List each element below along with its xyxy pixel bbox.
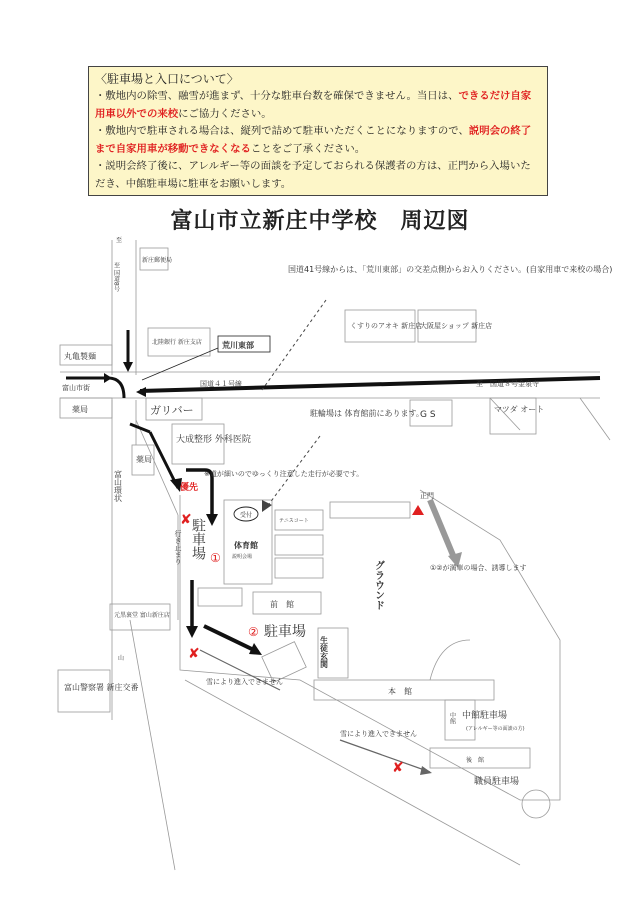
main-gate-marker: [412, 505, 424, 515]
rear-building-label: 後 館: [466, 757, 485, 764]
main-gate-label: 正門: [420, 492, 434, 500]
parking2-label: 駐車場: [264, 624, 306, 640]
parking1-label: 駐車場: [190, 518, 206, 560]
bank-label: 北陸銀行 新庄支店: [152, 339, 202, 346]
main-building-label: 本 館: [388, 687, 412, 696]
gym-label: 体育館: [234, 541, 258, 550]
student-entrance-label: 生徒玄関: [319, 636, 329, 668]
mazda-label: マツダ オート: [494, 405, 545, 414]
shop-label: 元黒裏堂 富山新庄店: [114, 612, 170, 619]
arakawa-tobu-label: 荒川東部: [222, 341, 254, 350]
overflow-note: ①②が満車の場合、誘導します: [430, 564, 527, 572]
mountain-label: 山: [118, 655, 125, 662]
reception-label: 受付: [240, 512, 253, 519]
notice-item-3: ・説明会終了後に、アレルギー等の面談を予定しておられる保護者の方は、正門から入場いただき、中館駐車場に駐車をお願いします。: [95, 160, 531, 190]
middle-building-label: 中館: [448, 712, 456, 724]
closed-marker-3: ✘: [392, 760, 404, 776]
ring-road-label: 富山環状: [113, 470, 123, 502]
post-office-label: 新庄郵便局: [142, 257, 173, 264]
notice-item-2: ・敷地内で駐車される場合は、縦列で詰めて駐車いただくことになりますので、説明会の終了まで自家用車が移動できなくなることをご了承ください。: [95, 125, 532, 155]
taisei-label: 大成整形 外科医院: [176, 435, 251, 445]
front-building-label: 前 館: [270, 600, 294, 609]
dead-end-label: 行き止まり: [174, 530, 182, 565]
route41-note: 国道41号線からは、「荒川東部」の交差点側からお入りください。(自家用車で来校の場合): [288, 265, 613, 274]
marukame-label: 丸亀製麺: [64, 352, 96, 361]
pharmacy-left-label: 薬局: [72, 405, 88, 414]
route8-east-label: 至 国道８号金泉寺: [476, 380, 539, 388]
gs-label: G S: [420, 410, 436, 420]
police-box-label: 富山警察署 新庄交番: [64, 683, 139, 692]
middle-parking-label: 中館駐車場: [462, 711, 508, 721]
closed-marker-2: ✘: [188, 646, 200, 662]
priority-label: 優先: [180, 483, 199, 493]
snow-note-1: 雪により進入できません: [206, 678, 283, 686]
notice-heading: 〈駐車場と入口について〉: [95, 72, 239, 86]
ground-label: グラウンド: [372, 560, 384, 610]
city-direction-label: 富山市街: [62, 384, 90, 392]
parking1-number: ①: [210, 551, 221, 565]
osakaya-label: 大阪屋ショップ 新庄店: [420, 322, 493, 330]
tennis-court-1: テニスコート: [279, 518, 309, 524]
page-title: 富山市立新庄中学校 周辺図: [170, 209, 470, 234]
route8-label: 至 国道8号: [112, 262, 120, 292]
bicycle-parking-note: 駐輪場は 体育館前にあります。: [310, 409, 424, 418]
notice-item-1: ・敷地内の除雪、融雪が進まず、十分な駐車台数を確保できません。当日は、できるだけ自家用車以外での来校にご協力ください。: [95, 90, 532, 120]
gym-sub-label: 説明会場: [232, 554, 253, 560]
parking2-number: ②: [248, 625, 259, 639]
route41-road-label: 国道４１号線: [200, 380, 242, 388]
closed-marker-1: ✘: [180, 512, 192, 528]
staff-parking-label: 職員駐車場: [474, 777, 520, 787]
middle-parking-note: (アレルギー等の面談の方): [466, 726, 525, 732]
snow-note-2: 雪により進入できません: [340, 730, 417, 738]
direction-mark: 至: [116, 237, 123, 244]
pharmacy-small-label: 薬局: [136, 455, 152, 464]
narrow-road-note: ※道が細いのでゆっくり注意した走行が必要です。: [204, 470, 364, 478]
aoki-label: くすりのアオキ 新庄店: [350, 322, 423, 330]
gulliver-label: ガリバー: [150, 404, 194, 417]
